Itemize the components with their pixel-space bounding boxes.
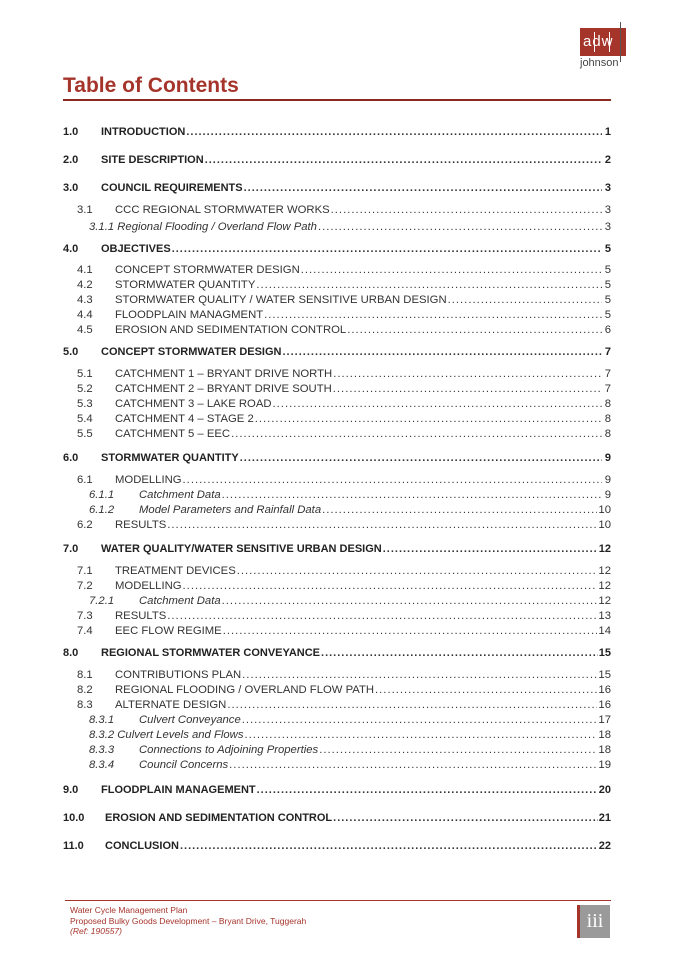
toc-entry-label: OBJECTIVES	[101, 243, 171, 255]
toc-entry-page: 7	[604, 368, 611, 380]
toc-entry-label: 8.3.2 Culvert Levels and Flows	[89, 729, 244, 741]
toc-entry-page: 12	[598, 543, 611, 555]
toc-entry-label: CATCHMENT 4 – STAGE 2	[115, 413, 254, 425]
toc-entry-page: 21	[598, 812, 611, 824]
toc-entry-page: 7	[604, 383, 611, 395]
toc-entry-number: 2.0	[63, 154, 79, 166]
toc-entry-label: STORMWATER QUANTITY	[115, 279, 256, 291]
toc-entry-label: CATCHMENT 5 – EEC	[115, 428, 231, 440]
toc-entry-page: 5	[604, 309, 611, 321]
toc-entry-label: CATCHMENT 1 – BRYANT DRIVE NORTH	[115, 368, 333, 380]
toc-entry-label: RESULTS	[115, 519, 167, 531]
footer-reference: (Ref: 190557)	[70, 926, 122, 936]
toc-dot-leader	[222, 595, 598, 608]
toc-entry[interactable]	[63, 810, 611, 825]
toc-entry[interactable]	[63, 502, 611, 517]
toc-dot-leader	[205, 154, 602, 167]
toc-entry[interactable]	[63, 682, 611, 697]
toc-entry-number: 7.4	[77, 625, 93, 637]
toc-entry-number: 4.5	[77, 324, 93, 336]
toc-entry-label: Connections to Adjoining Properties	[139, 744, 319, 756]
toc-entry[interactable]	[63, 292, 611, 307]
toc-dot-leader	[244, 729, 597, 742]
toc-dot-leader	[383, 543, 598, 556]
page-title: Table of Contents	[63, 74, 239, 97]
toc-entry-label: REGIONAL STORMWATER CONVEYANCE	[101, 647, 321, 659]
toc-entry-page: 5	[604, 264, 611, 276]
toc-entry[interactable]	[63, 262, 611, 277]
toc-entry-page: 14	[598, 625, 611, 637]
logo-mark	[580, 28, 626, 56]
toc-entry-label: Culvert Conveyance	[139, 714, 241, 726]
toc-entry-label: CATCHMENT 3 – LAKE ROAD	[115, 398, 272, 410]
toc-entry-number: 5.2	[77, 383, 93, 395]
toc-dot-leader	[257, 784, 598, 797]
company-logo	[580, 28, 628, 69]
toc-entry-page: 18	[598, 744, 611, 756]
toc-entry[interactable]	[63, 411, 611, 426]
toc-entry-label: STORMWATER QUANTITY	[101, 452, 239, 464]
toc-entry[interactable]	[63, 608, 611, 623]
toc-entry-number: 4.0	[63, 243, 79, 255]
toc-entry[interactable]	[63, 727, 611, 742]
toc-entry-label: EROSION AND SEDIMENTATION CONTROL	[105, 812, 333, 824]
toc-entry-page: 16	[598, 684, 611, 696]
toc-entry[interactable]	[63, 219, 611, 234]
toc-entry-number: 11.0	[63, 840, 84, 852]
toc-entry-page: 16	[598, 699, 611, 711]
toc-entry-label: CONCLUSION	[105, 840, 179, 852]
toc-dot-leader	[321, 647, 598, 660]
toc-entry[interactable]	[63, 180, 611, 195]
toc-entry-number: 8.1	[77, 669, 93, 681]
toc-dot-leader	[333, 383, 602, 396]
toc-entry-label: ALTERNATE DESIGN	[115, 699, 227, 711]
toc-entry[interactable]	[63, 578, 611, 593]
toc-entry-number: 6.2	[77, 519, 93, 531]
toc-entry[interactable]	[63, 697, 611, 712]
toc-entry-number: 6.1.1	[89, 489, 115, 501]
toc-entry-number: 6.1	[77, 474, 93, 486]
toc-entry-number: 4.2	[77, 279, 93, 291]
toc-entry-page: 9	[604, 474, 611, 486]
toc-dot-leader	[180, 840, 598, 853]
toc-entry-label: EEC FLOW REGIME	[115, 625, 222, 637]
toc-entry-number: 4.3	[77, 294, 93, 306]
toc-entry[interactable]	[63, 563, 611, 578]
toc-entry-number: 6.1.2	[89, 504, 115, 516]
toc-entry-page: 3	[604, 221, 611, 233]
toc-entry-label: FLOODPLAIN MANAGEMENT	[101, 784, 256, 796]
toc-entry[interactable]	[63, 396, 611, 411]
toc-entry-number: 8.3	[77, 699, 93, 711]
toc-dot-leader	[331, 204, 602, 217]
toc-entry-page: 15	[598, 647, 611, 659]
toc-entry-page: 13	[598, 610, 611, 622]
toc-dot-leader	[227, 699, 597, 712]
toc-entry-page: 5	[604, 294, 611, 306]
toc-entry[interactable]	[63, 667, 611, 682]
logo-name: johnson	[580, 57, 619, 69]
toc-entry-label: RESULTS	[115, 610, 167, 622]
toc-dot-leader	[229, 759, 597, 772]
toc-entry-label: 3.1.1 Regional Flooding / Overland Flow Path	[89, 221, 317, 233]
toc-entry[interactable]	[63, 307, 611, 322]
toc-dot-leader	[172, 243, 602, 256]
footer-project: Proposed Bulky Goods Development – Bryant Drive, Tuggerah	[70, 915, 307, 926]
toc-entry[interactable]	[63, 487, 611, 502]
toc-entry-number: 8.0	[63, 647, 79, 659]
toc-dot-leader	[242, 714, 598, 727]
toc-dot-leader	[322, 504, 597, 517]
toc-dot-leader	[347, 324, 602, 337]
toc-entry-number: 4.4	[77, 309, 93, 321]
toc-entry-number: 5.5	[77, 428, 93, 440]
toc-entry-page: 18	[598, 729, 611, 741]
toc-dot-leader	[283, 346, 603, 359]
toc-entry-number: 5.3	[77, 398, 93, 410]
toc-entry-label: Council Concerns	[139, 759, 229, 771]
toc-entry-number: 7.3	[77, 610, 93, 622]
toc-dot-leader	[301, 264, 602, 277]
toc-entry-page: 9	[604, 489, 611, 501]
toc-entry-label: CCC REGIONAL STORMWATER WORKS	[115, 204, 330, 216]
toc-dot-leader	[237, 565, 598, 578]
toc-entry-label: Catchment Data	[139, 595, 221, 607]
toc-entry-label: EROSION AND SEDIMENTATION CONTROL	[115, 324, 347, 336]
toc-entry-number: 3.1	[77, 204, 93, 216]
toc-entry-label: CONCEPT STORMWATER DESIGN	[101, 346, 282, 358]
page-number: iii	[577, 905, 610, 938]
toc-entry-page: 8	[604, 413, 611, 425]
toc-entry-label: Model Parameters and Rainfall Data	[139, 504, 322, 516]
footer-divider	[65, 900, 611, 901]
toc-entry-label: CATCHMENT 2 – BRYANT DRIVE SOUTH	[115, 383, 332, 395]
toc-entry[interactable]	[63, 541, 611, 556]
toc-entry[interactable]	[63, 782, 611, 797]
toc-entry-number: 8.3.3	[89, 744, 115, 756]
footer-document-title: Water Cycle Management Plan	[70, 905, 188, 915]
toc-entry-page: 5	[604, 279, 611, 291]
toc-dot-leader	[448, 294, 602, 307]
toc-dot-leader	[375, 684, 597, 697]
toc-entry-number: 7.2	[77, 580, 93, 592]
toc-entry-label: INTRODUCTION	[101, 126, 186, 138]
toc-entry-number: 3.0	[63, 182, 79, 194]
toc-entry-number: 7.1	[77, 565, 93, 577]
toc-entry-page: 2	[604, 154, 611, 166]
toc-entry[interactable]	[63, 426, 611, 441]
toc-entry-number: 7.0	[63, 543, 79, 555]
toc-entry[interactable]	[63, 344, 611, 359]
toc-entry-page: 3	[604, 182, 611, 194]
toc-entry-page: 19	[598, 759, 611, 771]
toc-entry[interactable]	[63, 742, 611, 757]
toc-entry-page: 9	[604, 452, 611, 464]
toc-entry-page: 5	[604, 243, 611, 255]
toc-dot-leader	[167, 610, 597, 623]
toc-entry-label: SITE DESCRIPTION	[101, 154, 204, 166]
toc-entry-page: 15	[598, 669, 611, 681]
toc-dot-leader	[222, 489, 602, 502]
toc-entry-label: CONTRIBUTIONS PLAN	[115, 669, 242, 681]
toc-entry[interactable]	[63, 757, 611, 772]
toc-entry[interactable]	[63, 450, 611, 465]
toc-entry-label: MODELLING	[115, 474, 182, 486]
toc-entry-page: 3	[604, 204, 611, 216]
toc-entry-number: 1.0	[63, 126, 79, 138]
toc-entry[interactable]	[63, 623, 611, 638]
toc-entry[interactable]	[63, 712, 611, 727]
toc-entry[interactable]	[63, 322, 611, 337]
toc-entry-label: FLOODPLAIN MANAGMENT	[115, 309, 264, 321]
toc-entry-number: 8.3.4	[89, 759, 115, 771]
toc-entry-number: 5.0	[63, 346, 79, 358]
toc-dot-leader	[333, 368, 602, 381]
toc-entry-page: 8	[604, 428, 611, 440]
toc-entry-label: TREATMENT DEVICES	[115, 565, 236, 577]
toc-dot-leader	[333, 812, 598, 825]
toc-entry-label: WATER QUALITY/WATER SENSITIVE URBAN DESIGN	[101, 543, 382, 555]
toc-entry[interactable]	[63, 366, 611, 381]
toc-entry[interactable]	[63, 241, 611, 256]
toc-entry[interactable]	[63, 645, 611, 660]
toc-entry-page: 12	[598, 565, 611, 577]
toc-dot-leader	[319, 744, 597, 757]
toc-entry-page: 7	[604, 346, 611, 358]
toc-entry-label: COUNCIL REQUIREMENTS	[101, 182, 243, 194]
footer	[70, 905, 306, 937]
toc-dot-leader	[183, 474, 602, 487]
title-divider	[63, 99, 611, 101]
toc-dot-leader	[244, 182, 602, 195]
toc-entry-page: 8	[604, 398, 611, 410]
toc-entry-number: 8.3.1	[89, 714, 115, 726]
toc-entry-page: 22	[598, 840, 611, 852]
toc-dot-leader	[183, 580, 598, 593]
toc-entry-number: 4.1	[77, 264, 93, 276]
toc-entry[interactable]	[63, 277, 611, 292]
toc-entry[interactable]	[63, 152, 611, 167]
toc-entry-number: 7.2.1	[89, 595, 115, 607]
toc-dot-leader	[255, 413, 602, 426]
toc-entry-label: Catchment Data	[139, 489, 221, 501]
toc-dot-leader	[242, 669, 597, 682]
toc-dot-leader	[240, 452, 602, 465]
toc-entry-number: 5.1	[77, 368, 93, 380]
toc-entry-page: 20	[598, 784, 611, 796]
toc-entry[interactable]	[63, 517, 611, 532]
toc-dot-leader	[264, 309, 602, 322]
toc-entry-label: CONCEPT STORMWATER DESIGN	[115, 264, 300, 276]
logo-mark-text: adw	[583, 33, 614, 50]
toc-entry-page: 10	[598, 519, 611, 531]
toc-entry[interactable]	[63, 381, 611, 396]
toc-dot-leader	[223, 625, 598, 638]
toc-entry-page: 12	[598, 595, 611, 607]
toc-entry-label: STORMWATER QUALITY / WATER SENSITIVE URBAN DESIGN	[115, 294, 447, 306]
toc-entry-page: 6	[604, 324, 611, 336]
toc-entry[interactable]	[63, 472, 611, 487]
toc-entry-number: 6.0	[63, 452, 79, 464]
toc-entry-page: 17	[598, 714, 611, 726]
toc-entry[interactable]	[63, 838, 611, 853]
toc-entry-number: 9.0	[63, 784, 79, 796]
toc-entry-number: 8.2	[77, 684, 93, 696]
toc-entry[interactable]	[63, 124, 611, 139]
toc-dot-leader	[256, 279, 602, 292]
toc-entry-label: MODELLING	[115, 580, 182, 592]
toc-entry-page: 1	[604, 126, 611, 138]
toc-entry[interactable]	[63, 202, 611, 217]
toc-entry-page: 10	[598, 504, 611, 516]
toc-entry-number: 5.4	[77, 413, 93, 425]
toc-dot-leader	[273, 398, 602, 411]
toc-entry-label: REGIONAL FLOODING / OVERLAND FLOW PATH	[115, 684, 375, 696]
toc-dot-leader	[167, 519, 597, 532]
toc-dot-leader	[231, 428, 602, 441]
toc-entry[interactable]	[63, 593, 611, 608]
toc-entry-page: 12	[598, 580, 611, 592]
toc-entry-number: 10.0	[63, 812, 85, 824]
toc-dot-leader	[318, 221, 602, 234]
toc-dot-leader	[186, 126, 602, 139]
